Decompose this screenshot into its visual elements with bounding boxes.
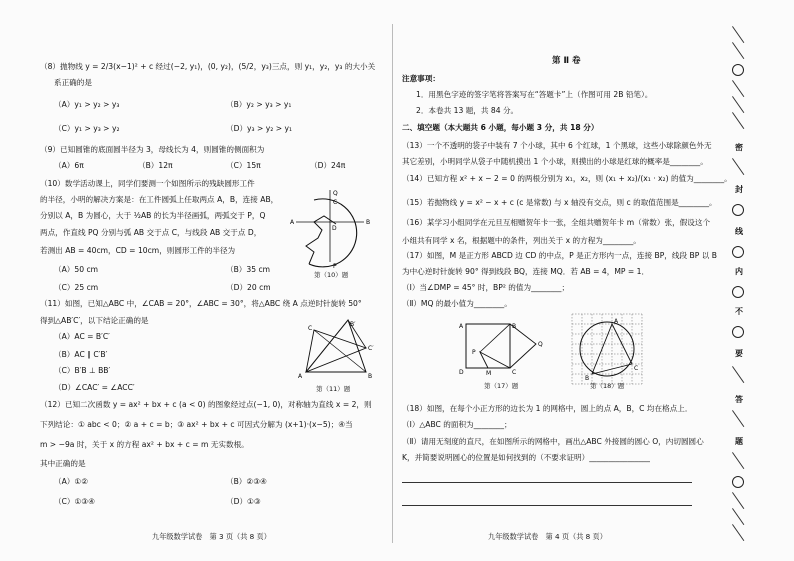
q11-line-1: （11）如图，已知△ABC 中，∠CAB = 20°，∠ABC = 30°，将△ABC 绕 A 点逆时针旋转 50° <box>40 299 362 308</box>
q11-label-b: B <box>368 373 373 380</box>
q15-stem: （15）若抛物线 y = x² − x + c (c 是常数) 与 x 轴没有交点，则 c 的取值范围是________。 <box>402 198 717 207</box>
q10-broken-edge <box>306 216 336 264</box>
q10-figure <box>284 186 374 282</box>
q10-option-a: （A）50 cm <box>54 265 99 274</box>
q10-option-c: （C）25 cm <box>54 283 99 292</box>
q10-label-b: B <box>366 219 371 226</box>
q18-label-c: C <box>634 365 639 372</box>
q17-line-1: （17）如图，M 是正方形 ABCD 边 CD 的中点，P 是正方形内一点，连接 BP，线段 BP 以 B <box>402 251 717 260</box>
q9-option-a: （A）6π <box>54 161 84 170</box>
fill-blank-section: 二、填空题（本大题共 6 小题，每小题 3 分，共 18 分） <box>402 123 599 132</box>
q18-caption: 第（18）题 <box>590 382 625 390</box>
q18-figure <box>570 312 644 386</box>
q14-stem: （14）已知方程 x² + x − 2 = 0 的两根分别为 x₁，x₂，则 (x₁ + x₂)/(x₁ · x₂) 的值为________。 <box>402 174 732 183</box>
seal-char-2: 封 <box>735 185 743 194</box>
q11-figure <box>296 318 376 380</box>
q17-caption: 第（17）题 <box>484 382 519 390</box>
q11-label-b-prime: B′ <box>350 321 356 328</box>
q10-option-d: （D）20 cm <box>226 283 271 292</box>
q8-option-b: （B）y₂ > y₃ > y₁ <box>226 100 292 109</box>
q11-option-d: （D）∠CAC′ = ∠ACC′ <box>54 383 135 392</box>
q8-option-c: （C）y₁ > y₃ > y₂ <box>54 124 120 133</box>
q11-line-2: 得到△AB′C′，以下结论正确的是 <box>40 316 149 325</box>
binding-margin <box>728 14 750 549</box>
binding-hole-icon <box>732 326 744 338</box>
q17-label-p: P <box>472 349 476 356</box>
q10-line-5: 若测出 AB = 40cm，CD = 10cm，则圆形工件的半径为 <box>40 246 236 255</box>
binding-hole-icon <box>732 204 744 216</box>
notice-title: 注意事项： <box>402 74 440 83</box>
q9-option-d: （D）24π <box>310 161 346 170</box>
binding-hole-icon <box>732 246 744 258</box>
binding-hole-icon <box>732 64 744 76</box>
q10-line-4: 两点，作直线 PQ 分别与弧 AB 交于点 C，与线段 AB 交于点 D， <box>40 228 262 237</box>
left-page-footer: 九年级数学试卷 第 3 页（共 8 页） <box>152 532 271 541</box>
q18-part-2-cont: K，并简要说明圆心的位置是如何找到的（不要求证明）________________ <box>402 453 650 462</box>
left-page <box>40 0 380 561</box>
q12-option-c: （C）①③④ <box>54 497 95 506</box>
q13-line-1: （13）一个不透明的袋子中装有 7 个小球，其中 6 个红球，1 个黑球，这些小球除颜色外无 <box>402 141 712 150</box>
q10-line-1: （10）数学活动课上，同学们要测一个如图所示的残缺圆形工件 <box>40 179 255 188</box>
q17-label-a: A <box>459 323 464 330</box>
q11-label-c-prime: C′ <box>368 345 374 352</box>
seal-char-6: 要 <box>735 349 743 358</box>
q10-arc <box>309 199 357 267</box>
q16-line-1: （16）某学习小组同学在元旦互相赠贺年卡一张，全组共赠贺年卡 m（常数）张，假设这个 <box>402 218 711 227</box>
seal-char-3: 线 <box>735 227 743 236</box>
q12-option-b: （B）②③④ <box>226 477 267 486</box>
q10-label-a: A <box>290 219 295 226</box>
q12-option-d: （D）①③ <box>226 497 261 506</box>
q11-caption: 第（11）题 <box>316 385 351 393</box>
q17-label-q: Q <box>538 341 543 348</box>
q13-line-2: 其它差别，小明同学从袋子中随机摸出 1 个小球，则摸出的小球是红球的概率是________。 <box>402 157 708 166</box>
q17-label-d: D <box>459 369 464 376</box>
q10-option-b: （B）35 cm <box>226 265 271 274</box>
q11-option-a: （A）AC = B′C′ <box>54 332 110 341</box>
q17-segment-mp <box>480 352 510 368</box>
right-page-footer: 九年级数学试卷 第 4 页（共 8 页） <box>488 532 607 541</box>
q11-triangle-1 <box>306 320 366 372</box>
binding-hole-icon <box>732 286 744 298</box>
q17-rotation-lines <box>510 324 536 368</box>
q12-line-4: 其中正确的是 <box>40 459 86 468</box>
q18-circle <box>580 322 634 376</box>
q11-label-a: A <box>298 373 303 380</box>
q18-label-a: A <box>614 318 619 325</box>
seal-char-7: 答 <box>735 395 743 404</box>
q18-answer-line-2 <box>402 505 692 506</box>
q17-line-2: 为中心逆时针旋转 90° 得到线段 BQ，连接 MQ．若 AB = 4，MP = 1． <box>402 267 650 276</box>
seal-char-5: 不 <box>735 307 743 316</box>
q16-line-2: 小组共有同学 x 名，根据题中的条件，列出关于 x 的方程为________。 <box>402 236 641 245</box>
seal-char-4: 内 <box>735 267 743 276</box>
q17-label-m: M <box>486 370 492 376</box>
q10-label-c: C <box>333 199 338 206</box>
q17-part-1: （Ⅰ）当∠DMP = 45° 时，BP² 的值为________； <box>402 283 570 292</box>
q9-option-c: （C）15π <box>226 161 261 170</box>
q11-option-c: （C）B′B ⊥ BB′ <box>54 366 111 375</box>
binding-hole-icon <box>732 476 744 488</box>
right-page <box>402 0 732 561</box>
q8-stem-cont: 系正确的是 <box>54 78 92 87</box>
q8-stem: （8）抛物线 y = 2/3(x−1)² + c 经过(−2, y₁)，(0, y₂)，(5/2，y₃)三点，则 y₁，y₂，y₃ 的大小关 <box>40 62 376 71</box>
notice-2: 2．本卷共 13 题，共 84 分。 <box>416 106 519 115</box>
q10-line-2: 的半径，小明的解决方案是：在工件圆弧上任取两点 A，B，连接 AB， <box>40 195 279 204</box>
q10-label-d: D <box>332 225 337 232</box>
q17-figure <box>458 320 544 376</box>
q11-label-c: C <box>308 325 313 332</box>
q17-part-2: （Ⅱ）MQ 的最小值为________。 <box>402 299 512 308</box>
notice-1: 1．用黑色字迹的签字笔将答案写在“答题卡”上（作图可用 2B 铅笔）。 <box>416 90 653 99</box>
q18-label-b: B <box>585 375 590 382</box>
q18-answer-line-1 <box>402 482 692 483</box>
q9-stem: （9）已知圆锥的底面圆半径为 3，母线长为 4，则圆锥的侧面积为 <box>40 145 265 154</box>
q17-segment-bp <box>480 324 510 352</box>
q11-option-b: （B）AC ∥ C′B′ <box>54 350 108 359</box>
q18-part-2: （Ⅱ）请用无刻度的直尺，在如图所示的网格中，画出△ABC 外接圆的圆心 O，内切圆圆心 <box>402 437 704 446</box>
q8-option-d: （D）y₃ > y₂ > y₁ <box>226 124 293 133</box>
q17-label-c: C <box>512 369 517 376</box>
page-divider <box>392 24 393 543</box>
q18-part-1: （Ⅰ）△ABC 的面积为________； <box>402 420 512 429</box>
q12-option-a: （A）①② <box>54 477 88 486</box>
q10-label-p: P <box>333 263 337 270</box>
q10-label-q: Q <box>333 190 338 197</box>
q9-option-b: （B）12π <box>138 161 173 170</box>
q10-caption: 第（10）题 <box>314 271 349 279</box>
q18-line-1: （18）如图，在每个小正方形的边长为 1 的网格中，圆上的点 A，B，C 均在格点上． <box>402 404 693 413</box>
q10-line-3: 分别以 A，B 为圆心，大于 ½AB 的长为半径画弧，两弧交于 P，Q <box>40 211 266 220</box>
q12-line-3: m > −9a 时，关于 x 的方程 ax² + bx + c = m 无实数根。 <box>40 440 249 449</box>
q12-line-1: （12）已知二次函数 y = ax² + bx + c (a < 0) 的图象经过点(−1, 0)，对称轴为直线 x = 2，则 <box>40 400 372 409</box>
seal-char-1: 密 <box>735 143 743 152</box>
q8-option-a: （A）y₁ > y₂ > y₃ <box>54 100 120 109</box>
q12-line-2: 下列结论：① abc < 0；② a + c = b；③ ax² + bx + c 可因式分解为 (x+1)·(x−5)；④当 <box>40 420 353 429</box>
section-ii-heading: 第 Ⅱ 卷 <box>552 56 581 66</box>
q11-triangle-2 <box>306 330 366 372</box>
q18-grid <box>572 314 642 384</box>
q17-label-b: B <box>512 323 517 330</box>
seal-char-8: 题 <box>735 437 743 446</box>
